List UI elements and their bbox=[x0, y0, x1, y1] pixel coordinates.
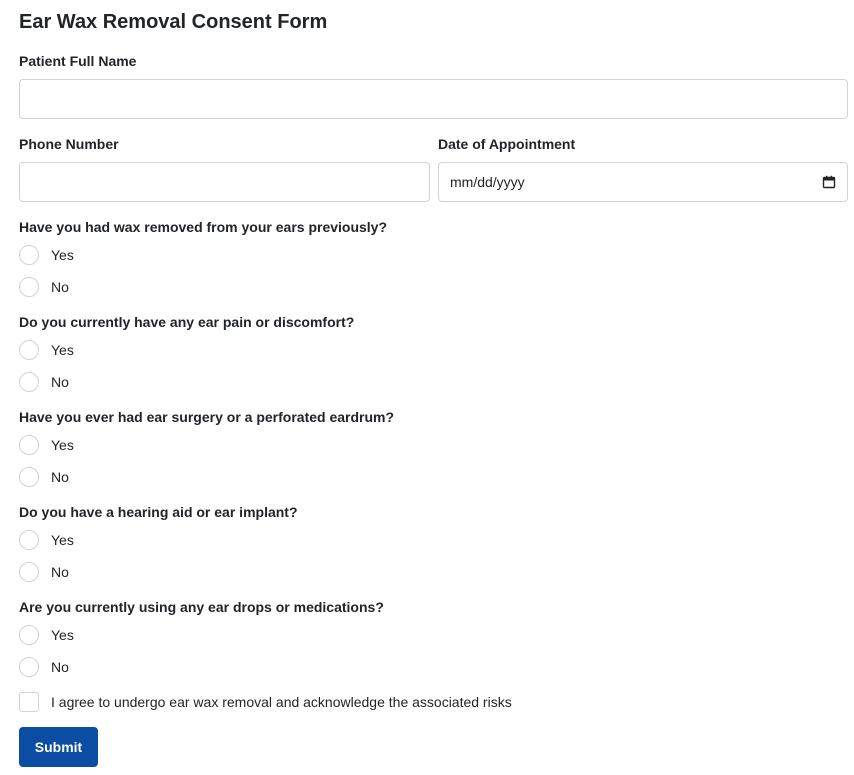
radio-button[interactable] bbox=[19, 245, 39, 265]
radio-button[interactable] bbox=[19, 340, 39, 360]
radio-button[interactable] bbox=[19, 277, 39, 297]
radio-ear-drops-no[interactable] bbox=[19, 657, 69, 677]
radio-button[interactable] bbox=[19, 657, 39, 677]
consent-checkbox[interactable] bbox=[19, 692, 39, 712]
radio-hearing-aid-no[interactable] bbox=[19, 562, 69, 582]
phone-label: Phone Number bbox=[19, 136, 119, 152]
radio-button[interactable] bbox=[19, 625, 39, 645]
radio-ear-pain-no[interactable] bbox=[19, 372, 69, 392]
radio-label: No bbox=[51, 469, 69, 485]
radio-label: Yes bbox=[51, 627, 74, 643]
radio-button[interactable] bbox=[19, 435, 39, 455]
radio-label: Yes bbox=[51, 532, 74, 548]
radio-label: Yes bbox=[51, 342, 74, 358]
consent-label: I agree to undergo ear wax removal and acknowledge the associated risks bbox=[51, 694, 512, 710]
radio-ear-surgery-no[interactable] bbox=[19, 467, 69, 487]
question-ear-drops: Are you currently using any ear drops or medications? bbox=[19, 599, 384, 615]
radio-button[interactable] bbox=[19, 530, 39, 550]
radio-hearing-aid-yes[interactable] bbox=[19, 530, 74, 550]
radio-label: Yes bbox=[51, 437, 74, 453]
date-placeholder: mm/dd/yyyy bbox=[450, 174, 525, 190]
submit-button[interactable]: Submit bbox=[19, 727, 98, 767]
radio-ear-pain-yes[interactable] bbox=[19, 340, 74, 360]
radio-button[interactable] bbox=[19, 467, 39, 487]
radio-previous-removal-no[interactable] bbox=[19, 277, 69, 297]
radio-ear-drops-yes[interactable] bbox=[19, 625, 74, 645]
radio-label: Yes bbox=[51, 247, 74, 263]
radio-label: No bbox=[51, 374, 69, 390]
calendar-icon[interactable] bbox=[822, 175, 836, 189]
question-previous-removal: Have you had wax removed from your ears previously? bbox=[19, 219, 388, 235]
radio-label: No bbox=[51, 564, 69, 580]
radio-label: No bbox=[51, 659, 69, 675]
appointment-date-input[interactable] bbox=[438, 162, 848, 202]
radio-button[interactable] bbox=[19, 372, 39, 392]
patient-name-input[interactable] bbox=[19, 79, 848, 119]
radio-button[interactable] bbox=[19, 562, 39, 582]
radio-label: No bbox=[51, 279, 69, 295]
phone-input[interactable] bbox=[19, 162, 430, 202]
radio-previous-removal-yes[interactable] bbox=[19, 245, 74, 265]
question-ear-surgery: Have you ever had ear surgery or a perforated eardrum? bbox=[19, 409, 395, 425]
question-ear-pain: Do you currently have any ear pain or discomfort? bbox=[19, 314, 355, 330]
question-hearing-aid: Do you have a hearing aid or ear implant? bbox=[19, 504, 298, 520]
consent-checkbox-row[interactable] bbox=[19, 692, 512, 712]
page-title: Ear Wax Removal Consent Form bbox=[19, 11, 328, 33]
date-label: Date of Appointment bbox=[438, 136, 576, 152]
radio-ear-surgery-yes[interactable] bbox=[19, 435, 74, 455]
patient-name-label: Patient Full Name bbox=[19, 53, 137, 69]
